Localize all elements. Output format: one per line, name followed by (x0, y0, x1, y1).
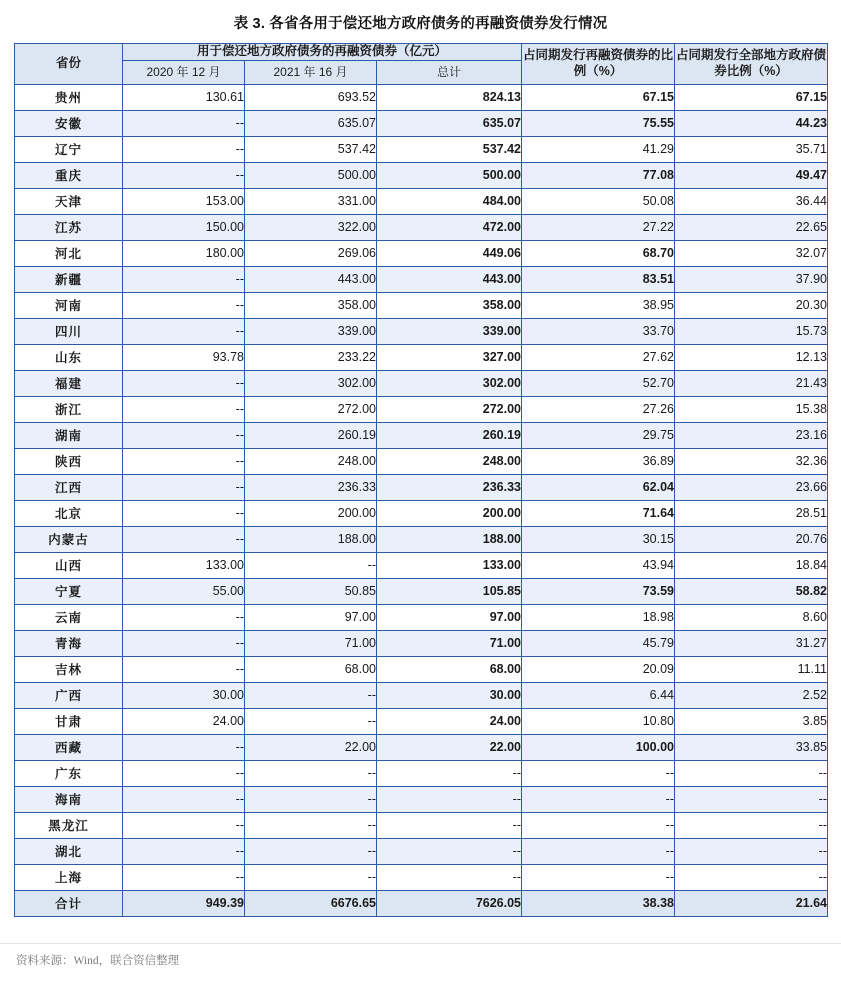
table-row (15, 656, 828, 682)
cell-amount-2021-16: 200.00 (245, 500, 377, 526)
cell-province: 云南 (15, 604, 123, 630)
cell-share-all-bonds: 33.85 (675, 734, 828, 760)
cell-province: 广西 (15, 682, 123, 708)
table-row (15, 214, 828, 240)
cell-share-refinancing: 68.70 (522, 240, 675, 266)
cell-amount-2020-12: 150.00 (123, 214, 245, 240)
cell-amount-total: 71.00 (377, 630, 522, 656)
cell-amount-2021-16: 302.00 (245, 370, 377, 396)
cell-amount-2021-16: 635.07 (245, 110, 377, 136)
cell-share-refinancing: -- (522, 760, 675, 786)
table-row (15, 838, 828, 864)
cell-amount-2020-12: 24.00 (123, 708, 245, 734)
cell-province: 江苏 (15, 214, 123, 240)
cell-share-all-bonds: 22.65 (675, 214, 828, 240)
cell-amount-2020-12: -- (123, 136, 245, 162)
cell-amount-total: 449.06 (377, 240, 522, 266)
cell-amount-total: 537.42 (377, 136, 522, 162)
table-row (15, 500, 828, 526)
cell-share-all-bonds: 20.30 (675, 292, 828, 318)
cell-share-refinancing: 29.75 (522, 422, 675, 448)
cell-amount-2020-12: -- (123, 266, 245, 292)
cell-total-share-refinancing: 38.38 (522, 890, 675, 916)
cell-amount-total: 248.00 (377, 448, 522, 474)
cell-province: 重庆 (15, 162, 123, 188)
cell-amount-total: 68.00 (377, 656, 522, 682)
table-row (15, 240, 828, 266)
cell-province: 浙江 (15, 396, 123, 422)
cell-amount-2021-16: 188.00 (245, 526, 377, 552)
cell-amount-total: -- (377, 838, 522, 864)
cell-province: 山西 (15, 552, 123, 578)
cell-amount-2020-12: -- (123, 318, 245, 344)
cell-province: 青海 (15, 630, 123, 656)
cell-province: 海南 (15, 786, 123, 812)
cell-share-refinancing: 83.51 (522, 266, 675, 292)
cell-province: 湖北 (15, 838, 123, 864)
cell-share-all-bonds: 11.11 (675, 656, 828, 682)
cell-amount-2021-16: -- (245, 760, 377, 786)
cell-share-all-bonds: 23.16 (675, 422, 828, 448)
cell-share-refinancing: 18.98 (522, 604, 675, 630)
cell-share-refinancing: 27.26 (522, 396, 675, 422)
cell-amount-2021-16: 272.00 (245, 396, 377, 422)
cell-province: 甘肃 (15, 708, 123, 734)
cell-share-refinancing: 75.55 (522, 110, 675, 136)
cell-amount-total: 824.13 (377, 84, 522, 110)
table-row (15, 396, 828, 422)
cell-amount-2021-16: 443.00 (245, 266, 377, 292)
cell-amount-total: -- (377, 760, 522, 786)
table-row (15, 630, 828, 656)
cell-share-all-bonds: -- (675, 864, 828, 890)
cell-share-refinancing: 41.29 (522, 136, 675, 162)
table-row (15, 760, 828, 786)
cell-amount-total: 133.00 (377, 552, 522, 578)
table-row (15, 682, 828, 708)
cell-province: 吉林 (15, 656, 123, 682)
table-row (15, 188, 828, 214)
cell-total-label: 合计 (15, 890, 123, 916)
cell-amount-total: 302.00 (377, 370, 522, 396)
table-row (15, 708, 828, 734)
table-total-row (15, 890, 828, 916)
cell-share-all-bonds: 44.23 (675, 110, 828, 136)
cell-province: 江西 (15, 474, 123, 500)
cell-share-refinancing: 20.09 (522, 656, 675, 682)
table-row (15, 422, 828, 448)
cell-share-refinancing: 45.79 (522, 630, 675, 656)
cell-share-all-bonds: 15.73 (675, 318, 828, 344)
cell-share-all-bonds: 12.13 (675, 344, 828, 370)
table-row (15, 552, 828, 578)
cell-share-refinancing: 77.08 (522, 162, 675, 188)
cell-amount-2021-16: 537.42 (245, 136, 377, 162)
table-row (15, 370, 828, 396)
cell-amount-total: 443.00 (377, 266, 522, 292)
cell-amount-2020-12: -- (123, 474, 245, 500)
table-row (15, 448, 828, 474)
table-row (15, 266, 828, 292)
cell-amount-total: 327.00 (377, 344, 522, 370)
cell-amount-total: 272.00 (377, 396, 522, 422)
cell-amount-2020-12: -- (123, 734, 245, 760)
footer-divider (0, 943, 841, 944)
cell-province: 山东 (15, 344, 123, 370)
cell-amount-2020-12: -- (123, 526, 245, 552)
cell-share-refinancing: 50.08 (522, 188, 675, 214)
column-header-province: 省份 (15, 44, 123, 85)
cell-amount-2020-12: -- (123, 812, 245, 838)
column-header-group-amount: 用于偿还地方政府债务的再融资债券（亿元） (123, 44, 522, 61)
cell-share-refinancing: -- (522, 812, 675, 838)
table-row (15, 292, 828, 318)
cell-total-share-all-bonds: 21.64 (675, 890, 828, 916)
cell-share-all-bonds: 20.76 (675, 526, 828, 552)
cell-share-all-bonds: 31.27 (675, 630, 828, 656)
cell-amount-total: 200.00 (377, 500, 522, 526)
cell-province: 陕西 (15, 448, 123, 474)
cell-amount-total: 500.00 (377, 162, 522, 188)
cell-share-all-bonds: 21.43 (675, 370, 828, 396)
cell-share-refinancing: 33.70 (522, 318, 675, 344)
cell-share-all-bonds: 2.52 (675, 682, 828, 708)
column-header-share-refinancing: 占同期发行再融资债券的比例（%） (522, 44, 675, 85)
cell-amount-2021-16: 97.00 (245, 604, 377, 630)
cell-amount-2021-16: 236.33 (245, 474, 377, 500)
cell-share-all-bonds: 3.85 (675, 708, 828, 734)
cell-share-refinancing: 52.70 (522, 370, 675, 396)
cell-amount-total: 260.19 (377, 422, 522, 448)
cell-province: 辽宁 (15, 136, 123, 162)
cell-province: 贵州 (15, 84, 123, 110)
cell-amount-2021-16: 269.06 (245, 240, 377, 266)
cell-amount-2021-16: -- (245, 682, 377, 708)
cell-province: 福建 (15, 370, 123, 396)
cell-share-all-bonds: 49.47 (675, 162, 828, 188)
table-row (15, 604, 828, 630)
table-row (15, 786, 828, 812)
cell-share-refinancing: 62.04 (522, 474, 675, 500)
table-row (15, 162, 828, 188)
cell-amount-total: 24.00 (377, 708, 522, 734)
cell-share-all-bonds: 36.44 (675, 188, 828, 214)
cell-total-2020-12: 949.39 (123, 890, 245, 916)
cell-amount-2021-16: 248.00 (245, 448, 377, 474)
table-row (15, 136, 828, 162)
cell-share-all-bonds: 35.71 (675, 136, 828, 162)
cell-province: 河北 (15, 240, 123, 266)
cell-amount-2020-12: -- (123, 786, 245, 812)
cell-share-refinancing: 10.80 (522, 708, 675, 734)
cell-amount-2021-16: -- (245, 864, 377, 890)
cell-amount-2020-12: 93.78 (123, 344, 245, 370)
table-row (15, 734, 828, 760)
column-header-2020-12: 2020 年 12 月 (123, 60, 245, 84)
table-row (15, 110, 828, 136)
cell-province: 上海 (15, 864, 123, 890)
cell-amount-2021-16: 500.00 (245, 162, 377, 188)
cell-amount-total: -- (377, 812, 522, 838)
cell-share-refinancing: 100.00 (522, 734, 675, 760)
table-row (15, 318, 828, 344)
cell-amount-total: 484.00 (377, 188, 522, 214)
cell-amount-2020-12: -- (123, 162, 245, 188)
table-row (15, 344, 828, 370)
cell-amount-total: 339.00 (377, 318, 522, 344)
cell-amount-2020-12: 130.61 (123, 84, 245, 110)
cell-amount-2021-16: 68.00 (245, 656, 377, 682)
cell-total-amount: 7626.05 (377, 890, 522, 916)
cell-amount-2021-16: -- (245, 812, 377, 838)
cell-province: 广东 (15, 760, 123, 786)
table-title: 表 3. 各省各用于偿还地方政府债务的再融资债券发行情况 (233, 16, 608, 32)
cell-amount-total: 472.00 (377, 214, 522, 240)
cell-amount-2021-16: 331.00 (245, 188, 377, 214)
cell-total-2021-16: 6676.65 (245, 890, 377, 916)
table-row (15, 812, 828, 838)
cell-share-refinancing: 27.22 (522, 214, 675, 240)
cell-amount-total: -- (377, 864, 522, 890)
cell-share-all-bonds: -- (675, 838, 828, 864)
cell-amount-total: 635.07 (377, 110, 522, 136)
cell-share-all-bonds: 58.82 (675, 578, 828, 604)
column-header-total: 总计 (377, 60, 522, 84)
cell-share-all-bonds: 32.36 (675, 448, 828, 474)
cell-amount-2020-12: -- (123, 396, 245, 422)
cell-share-refinancing: 43.94 (522, 552, 675, 578)
cell-amount-2020-12: -- (123, 448, 245, 474)
cell-amount-2020-12: -- (123, 656, 245, 682)
table-body (15, 84, 828, 916)
cell-province: 西藏 (15, 734, 123, 760)
cell-share-refinancing: 71.64 (522, 500, 675, 526)
cell-amount-total: 188.00 (377, 526, 522, 552)
cell-amount-2021-16: 233.22 (245, 344, 377, 370)
cell-amount-2020-12: -- (123, 864, 245, 890)
cell-share-all-bonds: 28.51 (675, 500, 828, 526)
cell-province: 河南 (15, 292, 123, 318)
cell-share-all-bonds: 67.15 (675, 84, 828, 110)
cell-amount-2021-16: 693.52 (245, 84, 377, 110)
cell-amount-2020-12: -- (123, 422, 245, 448)
cell-amount-total: 105.85 (377, 578, 522, 604)
cell-share-all-bonds: 15.38 (675, 396, 828, 422)
cell-share-refinancing: 27.62 (522, 344, 675, 370)
cell-amount-2020-12: 55.00 (123, 578, 245, 604)
cell-province: 宁夏 (15, 578, 123, 604)
cell-amount-total: -- (377, 786, 522, 812)
cell-amount-total: 358.00 (377, 292, 522, 318)
header-row-top (15, 44, 828, 61)
refinancing-bond-table (14, 43, 828, 917)
table-header (15, 44, 828, 85)
column-header-share-all-bonds: 占同期发行全部地方政府债券比例（%） (675, 44, 828, 85)
cell-share-refinancing: 30.15 (522, 526, 675, 552)
cell-amount-2021-16: 322.00 (245, 214, 377, 240)
cell-amount-total: 30.00 (377, 682, 522, 708)
cell-share-refinancing: 36.89 (522, 448, 675, 474)
table-row (15, 578, 828, 604)
cell-province: 湖南 (15, 422, 123, 448)
cell-amount-2020-12: -- (123, 630, 245, 656)
cell-amount-2021-16: 260.19 (245, 422, 377, 448)
cell-share-refinancing: 38.95 (522, 292, 675, 318)
table-row (15, 526, 828, 552)
cell-share-all-bonds: 32.07 (675, 240, 828, 266)
table-container (0, 43, 841, 917)
cell-amount-2021-16: -- (245, 786, 377, 812)
cell-share-refinancing: -- (522, 838, 675, 864)
cell-amount-2020-12: -- (123, 292, 245, 318)
cell-share-all-bonds: 18.84 (675, 552, 828, 578)
cell-amount-2021-16: -- (245, 552, 377, 578)
cell-share-refinancing: 6.44 (522, 682, 675, 708)
cell-share-refinancing: 73.59 (522, 578, 675, 604)
cell-amount-2020-12: -- (123, 370, 245, 396)
cell-amount-2020-12: -- (123, 110, 245, 136)
cell-amount-2020-12: -- (123, 604, 245, 630)
cell-share-all-bonds: -- (675, 760, 828, 786)
cell-province: 安徽 (15, 110, 123, 136)
cell-amount-2021-16: -- (245, 838, 377, 864)
cell-amount-total: 22.00 (377, 734, 522, 760)
cell-amount-2021-16: 71.00 (245, 630, 377, 656)
cell-amount-2021-16: 339.00 (245, 318, 377, 344)
table-row (15, 474, 828, 500)
cell-province: 内蒙古 (15, 526, 123, 552)
cell-share-all-bonds: 23.66 (675, 474, 828, 500)
cell-share-all-bonds: -- (675, 812, 828, 838)
cell-province: 北京 (15, 500, 123, 526)
cell-province: 四川 (15, 318, 123, 344)
cell-amount-2021-16: 22.00 (245, 734, 377, 760)
cell-amount-2020-12: -- (123, 500, 245, 526)
cell-share-all-bonds: 8.60 (675, 604, 828, 630)
cell-amount-2020-12: 30.00 (123, 682, 245, 708)
cell-amount-2020-12: -- (123, 838, 245, 864)
table-row (15, 864, 828, 890)
cell-province: 天津 (15, 188, 123, 214)
cell-share-all-bonds: -- (675, 786, 828, 812)
table-row (15, 84, 828, 110)
cell-amount-2021-16: 358.00 (245, 292, 377, 318)
cell-amount-2020-12: -- (123, 760, 245, 786)
cell-province: 新疆 (15, 266, 123, 292)
cell-amount-2020-12: 133.00 (123, 552, 245, 578)
cell-share-refinancing: 67.15 (522, 84, 675, 110)
cell-amount-total: 236.33 (377, 474, 522, 500)
cell-province: 黑龙江 (15, 812, 123, 838)
cell-amount-2021-16: 50.85 (245, 578, 377, 604)
source-note: 资料来源：Wind，联合资信整理 (16, 955, 180, 967)
column-header-2021-16: 2021 年 16 月 (245, 60, 377, 84)
cell-amount-total: 97.00 (377, 604, 522, 630)
cell-share-refinancing: -- (522, 864, 675, 890)
cell-share-all-bonds: 37.90 (675, 266, 828, 292)
cell-share-refinancing: -- (522, 786, 675, 812)
cell-amount-2020-12: 180.00 (123, 240, 245, 266)
cell-amount-2020-12: 153.00 (123, 188, 245, 214)
cell-amount-2021-16: -- (245, 708, 377, 734)
